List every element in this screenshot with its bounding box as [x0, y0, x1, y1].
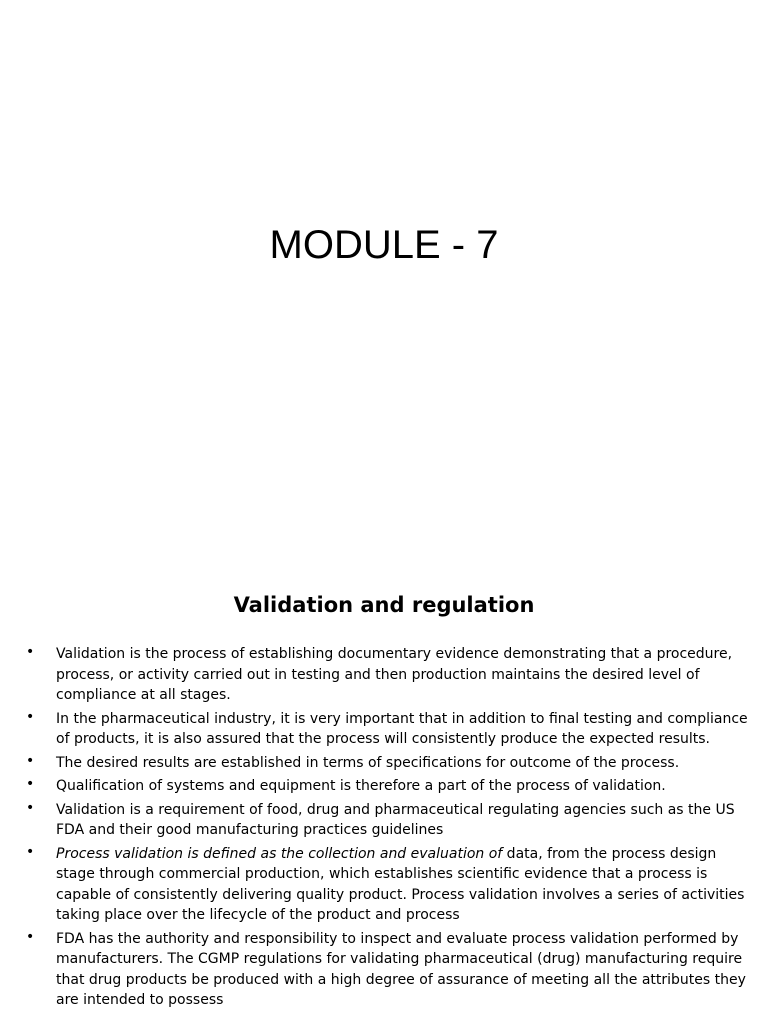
bullet-icon: • [26, 708, 35, 725]
bullet-text: data, from the process design stage through commercial production, which establishes scientific evidence that a process is capable of consistently delivering quality product. Process validation involves a series of activities taking place over the lifecycle of the product and process [56, 845, 745, 923]
bullet-icon: • [26, 843, 35, 860]
bullet-icon: • [26, 752, 35, 769]
bullet-item-6 [26, 844, 748, 926]
bullet-item-7 [26, 929, 748, 1011]
bullet-icon: • [26, 799, 35, 816]
bullet-item-5 [26, 800, 748, 841]
bullet-text: Validation is the process of establishing documentary evidence demonstrating that a procedure, process, or activity carried out in testing and then production maintains the desired level of compliance at all stages. [56, 646, 733, 703]
bullet-text: FDA has the authority and responsibility to inspect and evaluate process validation performed by manufacturers. The CGMP regulations for validating pharmaceutical (drug) manufacturing require that drug products be produced with a high degree of assurance of meeting all the attributes they are intended to possess [56, 930, 746, 1008]
section-heading: Validation and regulation [233, 593, 535, 617]
bullet-text: Qualification of systems and equipment is therefore a part of the process of validation. [56, 778, 666, 794]
bullet-text: The desired results are established in terms of specifications for outcome of the process. [56, 754, 680, 771]
bullet-item-1 [26, 644, 748, 706]
bullet-item-2 [26, 709, 748, 750]
bullet-item-3 [26, 753, 748, 774]
content-slide [0, 580, 768, 1024]
bullet-item-4 [26, 776, 748, 797]
bullet-text: In the pharmaceutical industry, it is very important that in addition to final testing and compliance of products, it is also assured that the process will consistently produce the expected results. [56, 710, 748, 747]
bullet-text-italic: Process validation is defined as the collection and evaluation of [56, 845, 503, 862]
module-title: MODULE - 7 [269, 223, 499, 267]
bullet-icon: • [26, 776, 35, 792]
bullet-list [26, 644, 748, 1014]
bullet-icon: • [26, 928, 35, 945]
bullet-icon: • [26, 644, 35, 660]
bullet-text: Validation is a requirement of food, drug and pharmaceutical regulating agencies such as the US FDA and their good manufacturing practices guidelines [56, 801, 735, 838]
